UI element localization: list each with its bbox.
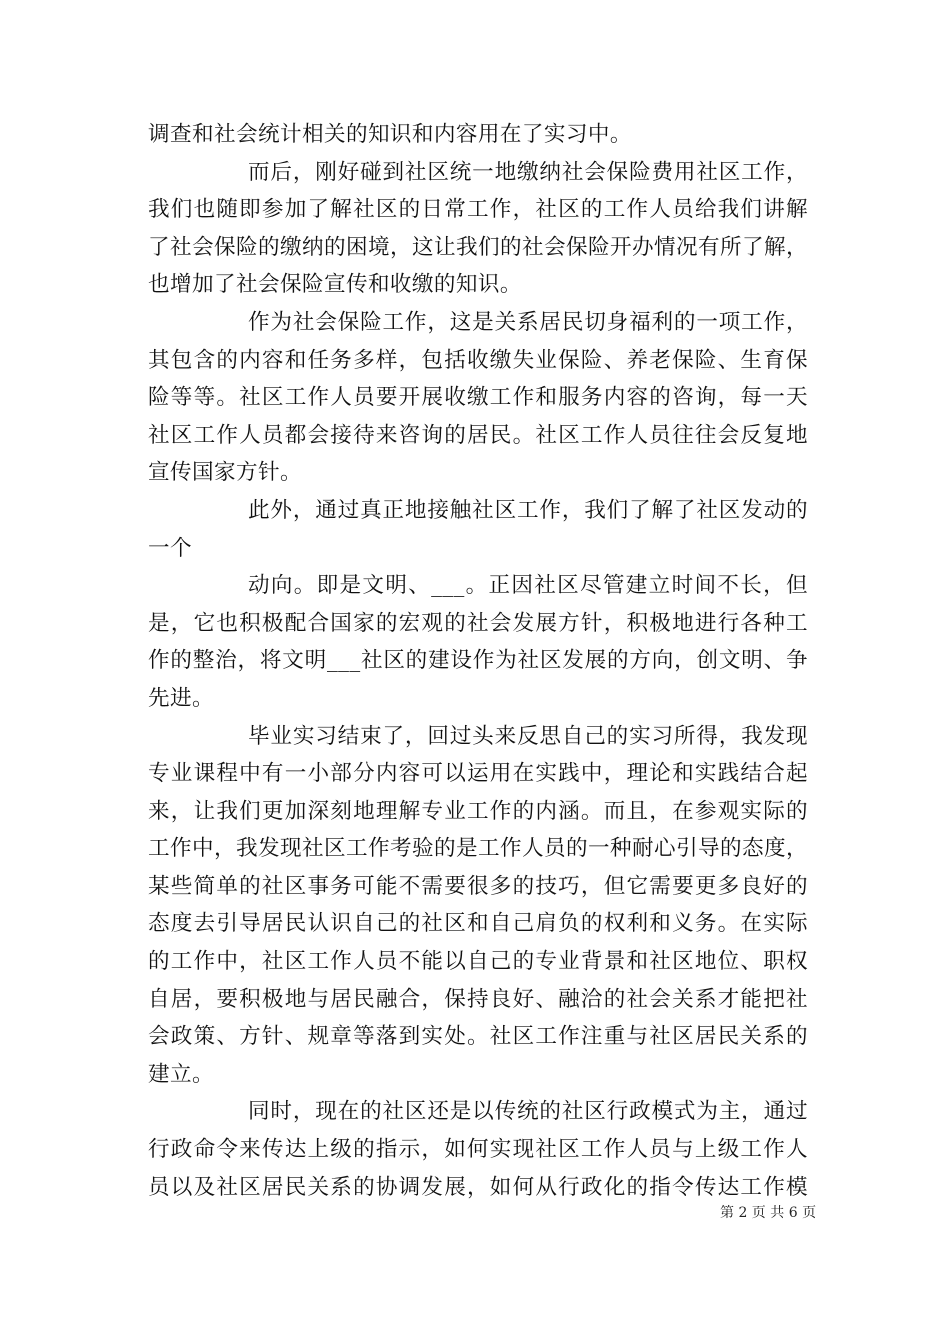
text-line: 了社会保险的缴纳的困境，这让我们的社会保险开办情况有所了解， xyxy=(148,234,808,260)
text-line: 其包含的内容和任务多样，包括收缴失业保险、养老保险、生育保 xyxy=(148,347,808,373)
text-line: 行政命令来传达上级的指示，如何实现社区工作人员与上级工作人 xyxy=(148,1137,808,1163)
text-line: 作为社会保险工作，这是关系居民切身福利的一项工作， xyxy=(248,309,808,335)
text-line: 而后，刚好碰到社区统一地缴纳社会保险费用社区工作， xyxy=(248,159,808,185)
text-line: 态度去引导居民认识自己的社区和自己肩负的权利和义务。在实际 xyxy=(148,911,808,937)
text-line: 我们也随即参加了解社区的日常工作，社区的工作人员给我们讲解 xyxy=(148,197,808,223)
text-line: 同时，现在的社区还是以传统的社区行政模式为主，通过 xyxy=(248,1099,808,1125)
text-line: 一个 xyxy=(148,535,192,561)
text-line: 建立。 xyxy=(148,1061,214,1087)
text-line: 某些简单的社区事务可能不需要很多的技巧，但它需要更多良好的 xyxy=(148,873,808,899)
text-line: 调查和社会统计相关的知识和内容用在了实习中。 xyxy=(148,122,632,147)
text-line: 也增加了社会保险宣传和收缴的知识。 xyxy=(148,272,522,298)
text-line: 先进。 xyxy=(148,685,214,711)
text-line: 险等等。社区工作人员要开展收缴工作和服务内容的咨询，每一天 xyxy=(148,385,808,411)
text-line: 此外，通过真正地接触社区工作，我们了解了社区发动的 xyxy=(248,497,808,523)
text-line: 的工作中，社区工作人员不能以自己的专业背景和社区地位、职权 xyxy=(148,949,808,975)
text-line: 专业课程中有一小部分内容可以运用在实践中，理论和实践结合起 xyxy=(148,761,808,787)
text-line: 员以及社区居民关系的协调发展，如何从行政化的指令传达工作模 xyxy=(148,1174,808,1200)
text-line: 来，让我们更加深刻地理解专业工作的内涵。而且，在参观实际的 xyxy=(148,798,808,824)
text-line: 社区工作人员都会接待来咨询的居民。社区工作人员往往会反复地 xyxy=(148,422,808,448)
text-line: 自居，要积极地与居民融合，保持良好、融洽的社会关系才能把社 xyxy=(148,986,808,1012)
text-line: 宣传国家方针。 xyxy=(148,460,302,486)
page-number: 第 2 页 共 6 页 xyxy=(720,1205,817,1221)
text-line: 作的整治，将文明___社区的建设作为社区发展的方向，创文明、争 xyxy=(148,648,808,674)
text-line: 会政策、方针、规章等落到实处。社区工作注重与社区居民关系的 xyxy=(148,1024,808,1050)
document-body xyxy=(148,116,808,1206)
text-line: 毕业实习结束了，回过头来反思自己的实习所得，我发现 xyxy=(248,723,808,749)
text-line: 动向。即是文明、___。正因社区尽管建立时间不长，但 xyxy=(248,573,808,599)
text-line: 是，它也积极配合国家的宏观的社会发展方针，积极地进行各种工 xyxy=(148,610,808,636)
text-line: 工作中，我发现社区工作考验的是工作人员的一种耐心引导的态度， xyxy=(148,836,808,862)
